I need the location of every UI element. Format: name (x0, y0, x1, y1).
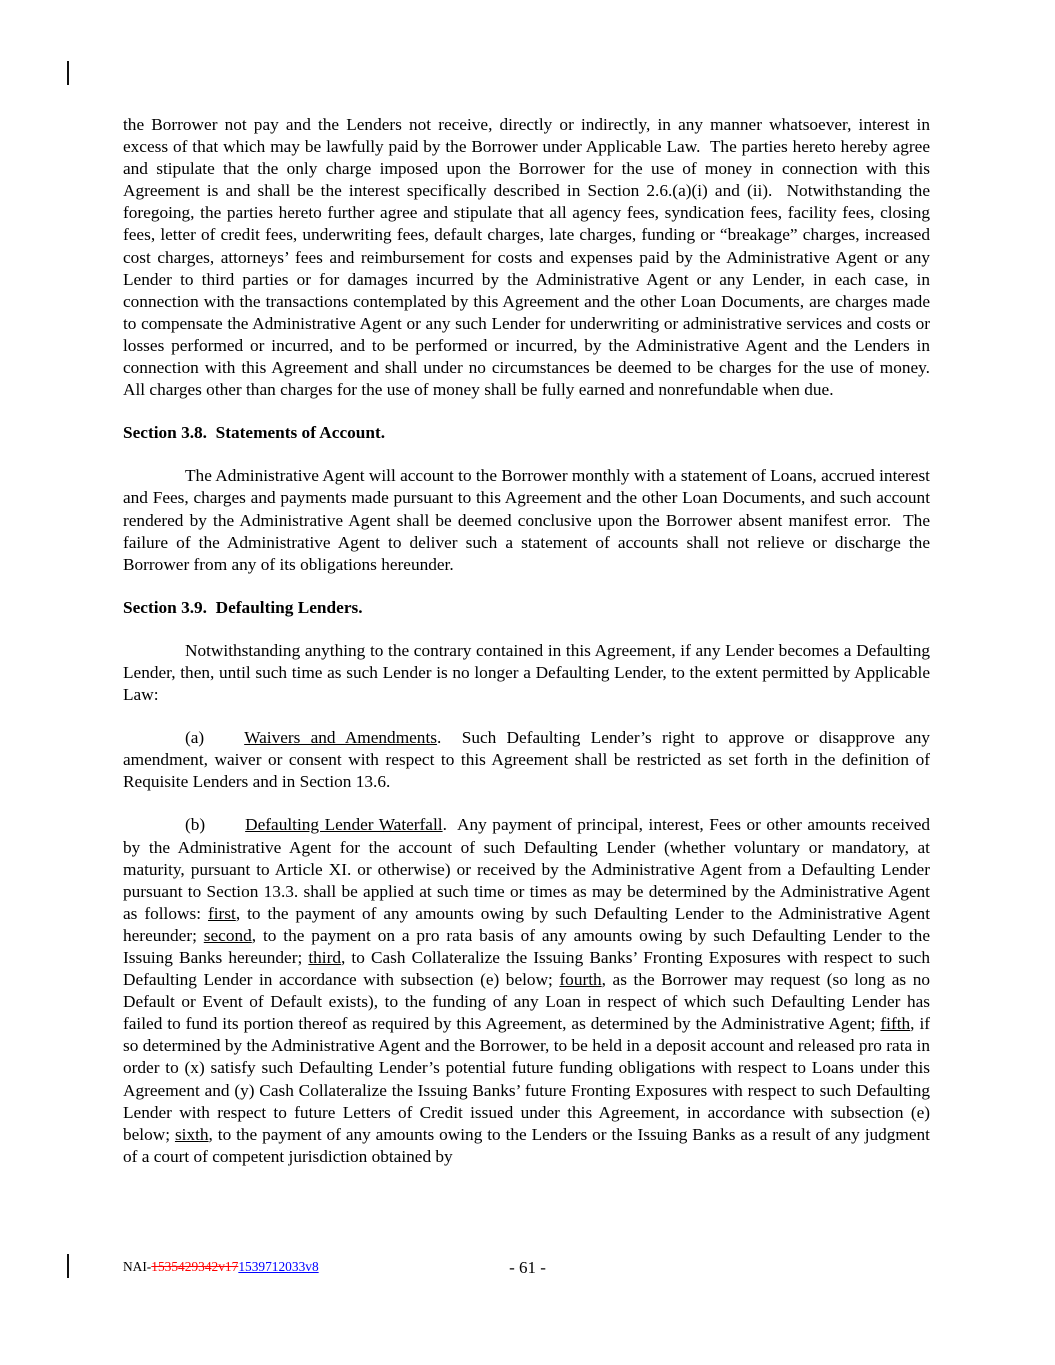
clause-a-text: . Such Defaulting Lender’s right to approve or disapprove any amendment, waiver or consent with respect to this Agreement shall be restricted as set forth in the definition of Requisite Lenders and in Section 13.6. (123, 728, 935, 792)
clause-b-text: , to the payment of any amounts owing to the Lenders or the Issuing Banks as a result of any judgment of a court of competent jurisdiction obtained by (123, 1124, 935, 1166)
waterfall-order-second: second (203, 925, 252, 945)
paragraph-usury-continuation: the Borrower not pay and the Lenders not receive, directly or indirectly, in any manner whatsoever, interest in excess of that which may be lawfully paid by the Borrower under Applicable Law. The parties hereto hereby agree and stipulate that the only charge imposed upon the Borrower for the use of money in connection with this Agreement is and shall be the interest specifically described in Section 2.6.(a)(i) and (ii). Notwithstanding the foregoing, the parties hereto further agree and stipulate that all agency fees, syndication fees, facility fees, closing fees, letter of credit fees, underwriting fees, default charges, late charges, funding or “breakage” charges, increased cost charges, attorneys’ fees and reimbursement for costs and expenses paid by the Administrative Agent or any Lender to third parties or for damages incurred by the Administrative Agent or any Lender, in each case, in connection with the transactions contemplated by this Agreement and the other Loan Documents, are charges made to compensate the Administrative Agent or any such Lender for underwriting or administrative services and costs or losses performed or incurred, and to be performed or incurred, by the Administrative Agent and the Lenders in connection with this Agreement and shall under no circumstances be deemed to be charges for the use of money. All charges other than charges for the use of money shall be fully earned and nonrefundable when due. (123, 115, 939, 400)
revision-change-bar-top (67, 61, 69, 85)
clause-a-title: Waivers and Amendments (244, 728, 437, 748)
section-3-8-heading: Section 3.8. Statements of Account. (123, 423, 386, 443)
page-number: - 61 - (509, 1258, 546, 1277)
clause-b-text: , to Cash Collateralize the Issuing Banks’ Fronting Exposures with respect to such Defaulting Lender in accordance with subsection (e) below; (123, 948, 935, 990)
clause-b-paragraph (123, 814, 935, 1168)
clause-b-text: . Any payment of principal, interest, Fees or other amounts received by the Administrative Agent for the account of such Defaulting Lender (whether voluntary or mandatory, at maturity, pursuant to Article XI. or otherwise) or received by the Administrative Agent from a Defaulting Lender pursuant to Section 13.3. shall be applied at such time or times as may be determined by the Administrative Agent as follows: (123, 815, 935, 923)
clause-b-label: (b) (185, 815, 206, 835)
waterfall-order-first: first (207, 903, 236, 923)
clause-b-text: , if so determined by the Administrative Agent and the Borrower, to be held in a deposit account and released pro rata in order to (x) satisfy such Defaulting Lender’s potential future funding obligations with respect to Loans under this Agreement and (y) Cash Collateralize the Issuing Banks’ future Fronting Exposures with respect to such Defaulting Lender with respect to future Letters of Credit issued under this Agreement, in accordance with subsection (e) below; (123, 1014, 935, 1144)
waterfall-order-fifth: fifth (880, 1014, 911, 1034)
revision-change-bar-bottom (67, 1254, 69, 1278)
clause-b-title: Defaulting Lender Waterfall (245, 815, 443, 835)
waterfall-order-fourth: fourth (559, 970, 602, 990)
clause-b-text: , to the payment on a pro rata basis of any amounts owing by such Defaulting Lender to the Issuing Banks hereunder; (123, 925, 935, 967)
clause-a-label: (a) (185, 728, 205, 748)
doc-ref-deleted: 1535429342v17 (151, 1259, 239, 1274)
document-body (123, 114, 939, 1189)
doc-ref-prefix: NAI- (123, 1259, 152, 1274)
section-3-9-heading: Section 3.9. Defaulting Lenders. (123, 597, 363, 617)
clause-a-paragraph (123, 727, 935, 793)
clause-b-text: , to the payment of any amounts owing by such Defaulting Lender to the Administrative Agent hereunder; (123, 903, 935, 945)
waterfall-order-sixth: sixth (174, 1124, 209, 1144)
paragraph-statements-of-account: The Administrative Agent will account to the Borrower monthly with a statement of Loans, accrued interest and Fees, charges and payments made pursuant to this Agreement and the other Loan Documents, and such account rendered by the Administrative Agent shall be deemed conclusive upon the Borrower absent manifest error. The failure of the Administrative Agent to deliver such a statement of accounts shall not relieve or discharge the Borrower from any of its obligations hereunder. (123, 466, 935, 574)
waterfall-order-third: third (308, 948, 341, 967)
paragraph-defaulting-lenders-intro: Notwithstanding anything to the contrary contained in this Agreement, if any Lender becomes a Defaulting Lender, then, until such time as such Lender is no longer a Defaulting Lender, to the extent permitted by Applicable Law: (123, 640, 935, 705)
clause-b-text: , as the Borrower may request (so long as no Default or Event of Default exists), to the funding of any Loan in respect of which such Defaulting Lender has failed to fund its portion thereof as required by this Agreement, as determined by the Administrative Agent; (123, 970, 935, 1034)
doc-ref-inserted: 1539712033v8 (238, 1259, 319, 1274)
